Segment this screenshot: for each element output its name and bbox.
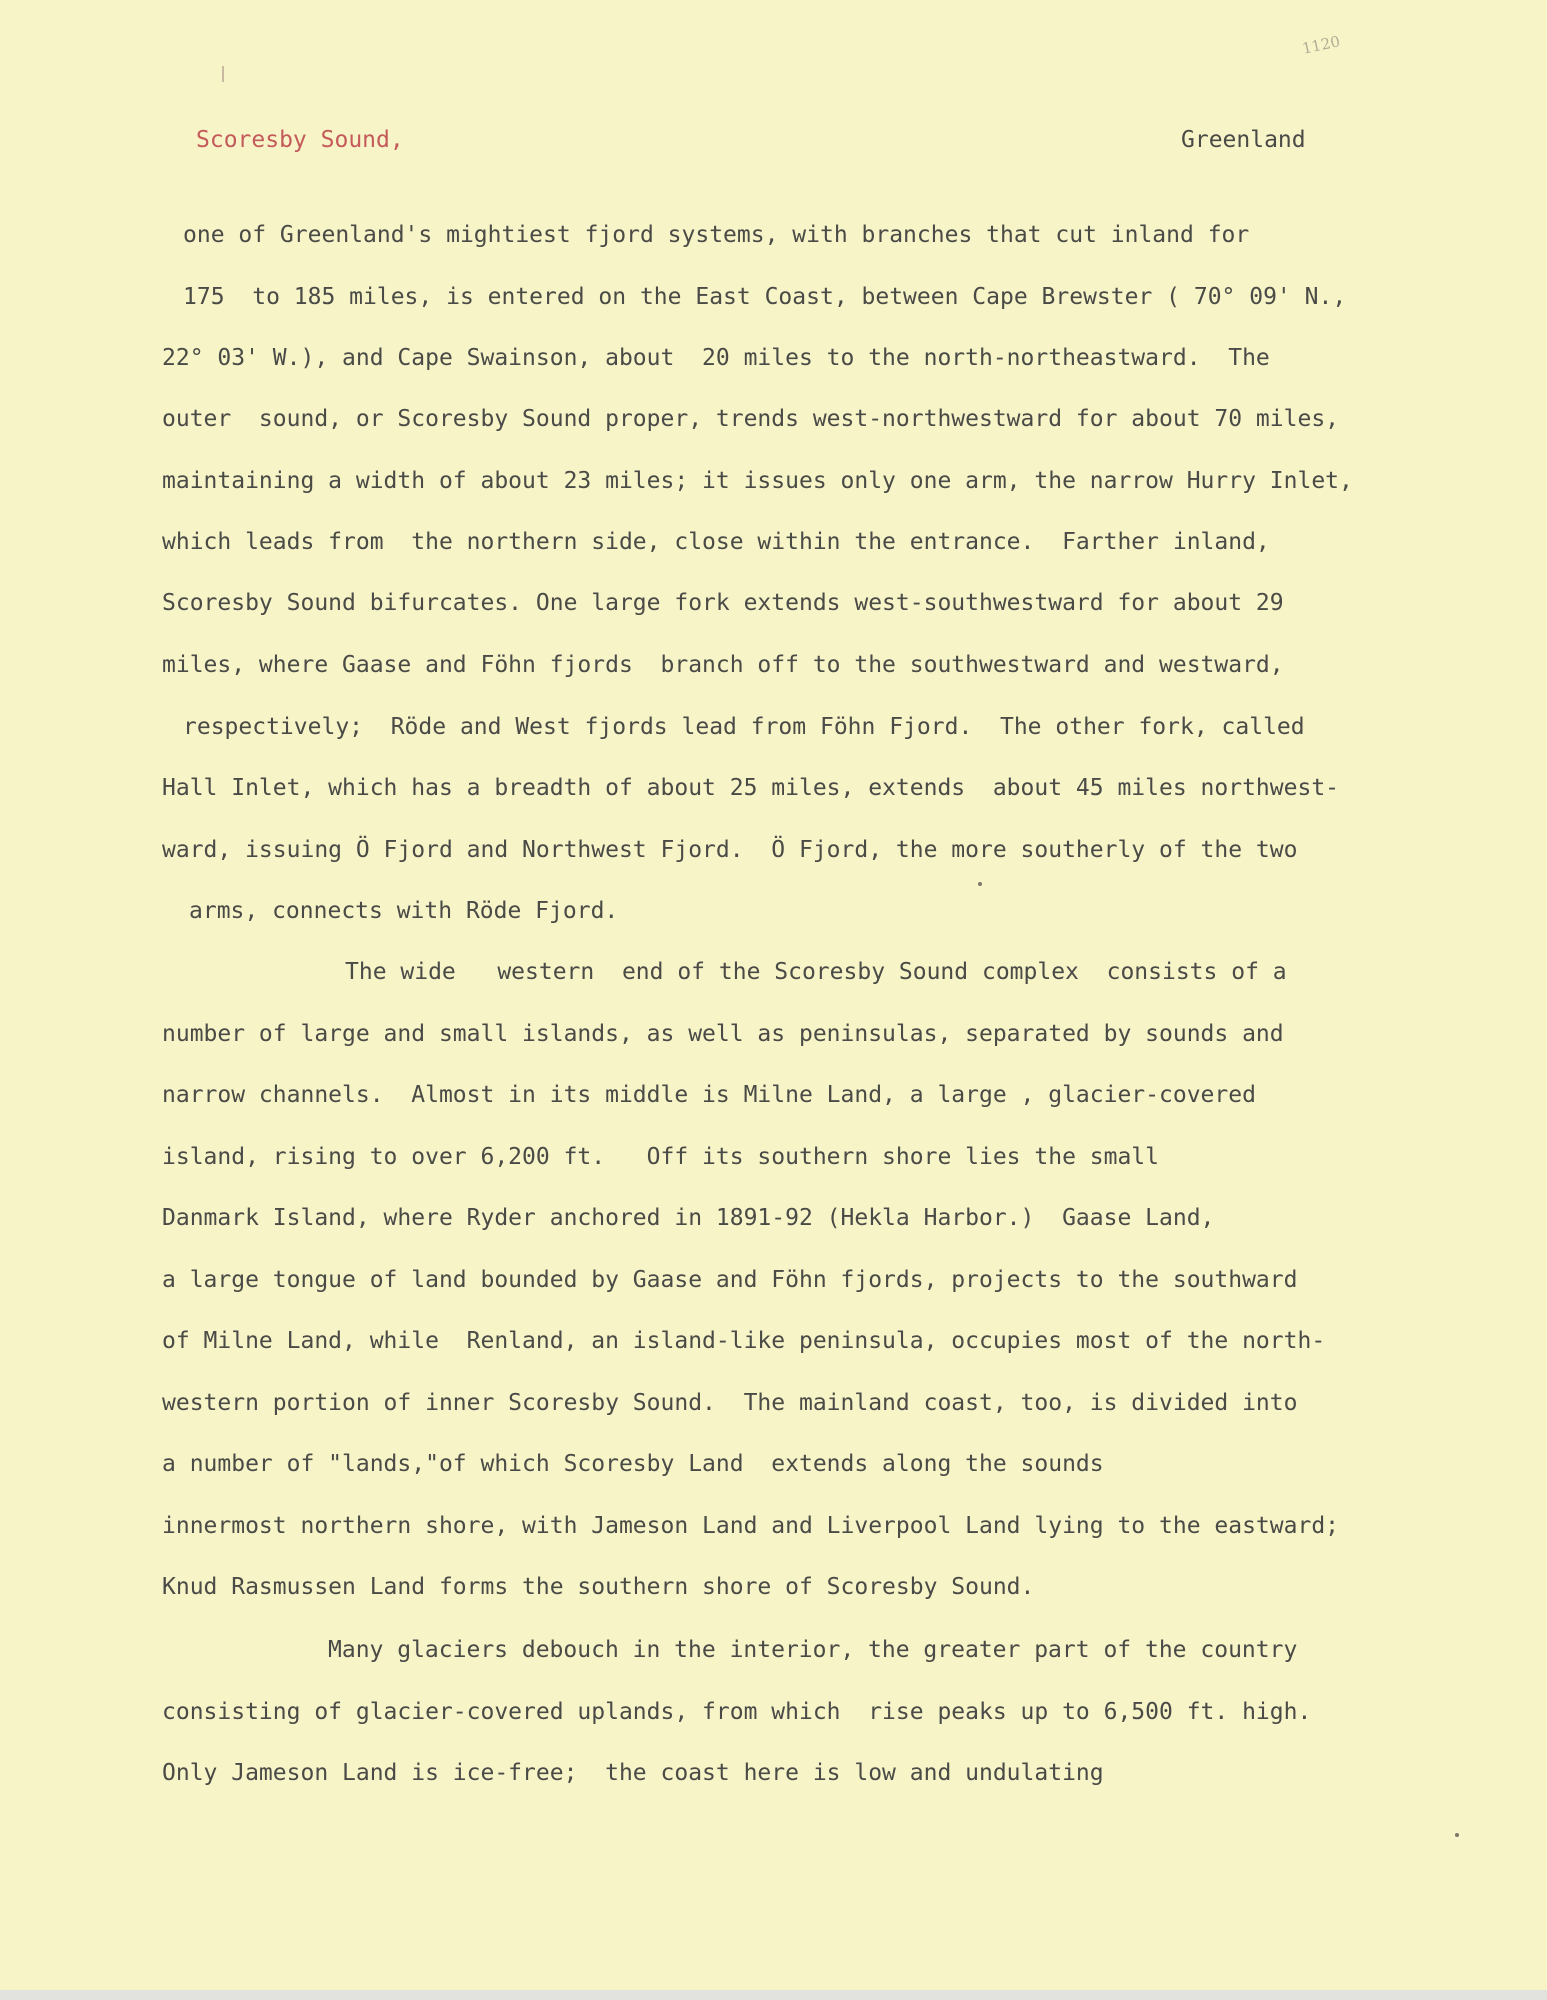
text-line: 175 to 185 miles, is entered on the East Coast, between Cape Brewster ( 70° 09' N., bbox=[183, 284, 1347, 310]
ink-speck bbox=[978, 882, 982, 886]
text-line: island, rising to over 6,200 ft. Off its southern shore lies the small bbox=[162, 1144, 1159, 1170]
document-region: Greenland bbox=[1181, 127, 1306, 153]
document-title: Scoresby Sound, bbox=[196, 127, 404, 153]
text-line: The wide western end of the Scoresby Sound complex consists of a bbox=[345, 959, 1287, 985]
text-line: western portion of inner Scoresby Sound. The mainland coast, too, is divided into bbox=[162, 1390, 1298, 1416]
text-line: Scoresby Sound bifurcates. One large fork extends west-southwestward for about 29 bbox=[162, 590, 1284, 616]
text-line: narrow channels. Almost in its middle is Milne Land, a large , glacier-covered bbox=[162, 1082, 1256, 1108]
text-line: which leads from the northern side, close within the entrance. Farther inland, bbox=[162, 529, 1270, 555]
text-line: Only Jameson Land is ice-free; the coast here is low and undulating bbox=[162, 1760, 1104, 1786]
text-line: Hall Inlet, which has a breadth of about 25 miles, extends about 45 miles northwest- bbox=[162, 775, 1340, 801]
text-line: ward, issuing Ö Fjord and Northwest Fjord. Ö Fjord, the more southerly of the two bbox=[162, 837, 1298, 863]
text-line: of Milne Land, while Renland, an island-like peninsula, occupies most of the north- bbox=[162, 1328, 1326, 1354]
text-line: miles, where Gaase and Föhn fjords branch off to the southwestward and westward, bbox=[162, 652, 1284, 678]
text-line: Danmark Island, where Ryder anchored in 1891-92 (Hekla Harbor.) Gaase Land, bbox=[162, 1205, 1215, 1231]
text-line: innermost northern shore, with Jameson Land and Liverpool Land lying to the eastward; bbox=[162, 1513, 1340, 1539]
text-line: Knud Rasmussen Land forms the southern shore of Scoresby Sound. bbox=[162, 1574, 1035, 1600]
text-line: a number of "lands,"of which Scoresby Land extends along the sounds bbox=[162, 1451, 1104, 1477]
text-line: maintaining a width of about 23 miles; it issues only one arm, the narrow Hurry Inlet, bbox=[162, 468, 1353, 494]
text-line: a large tongue of land bounded by Gaase and Föhn fjords, projects to the southward bbox=[162, 1267, 1298, 1293]
margin-mark bbox=[222, 66, 224, 82]
text-line: 22° 03' W.), and Cape Swainson, about 20 miles to the north-northeastward. The bbox=[162, 345, 1270, 371]
text-line: Many glaciers debouch in the interior, the greater part of the country bbox=[328, 1637, 1298, 1663]
folio-number: 1120 bbox=[1300, 32, 1342, 58]
ink-speck bbox=[1455, 1833, 1459, 1837]
text-line: consisting of glacier-covered uplands, from which rise peaks up to 6,500 ft. high. bbox=[162, 1699, 1312, 1725]
text-line: respectively; Röde and West fjords lead from Föhn Fjord. The other fork, called bbox=[183, 714, 1305, 740]
text-line: one of Greenland's mightiest fjord systems, with branches that cut inland for bbox=[183, 222, 1250, 248]
text-line: arms, connects with Röde Fjord. bbox=[189, 898, 619, 924]
text-line: number of large and small islands, as well as peninsulas, separated by sounds and bbox=[162, 1021, 1284, 1047]
text-line: outer sound, or Scoresby Sound proper, trends west-northwestward for about 70 miles, bbox=[162, 406, 1340, 432]
page-bottom-edge bbox=[0, 1990, 1547, 2000]
